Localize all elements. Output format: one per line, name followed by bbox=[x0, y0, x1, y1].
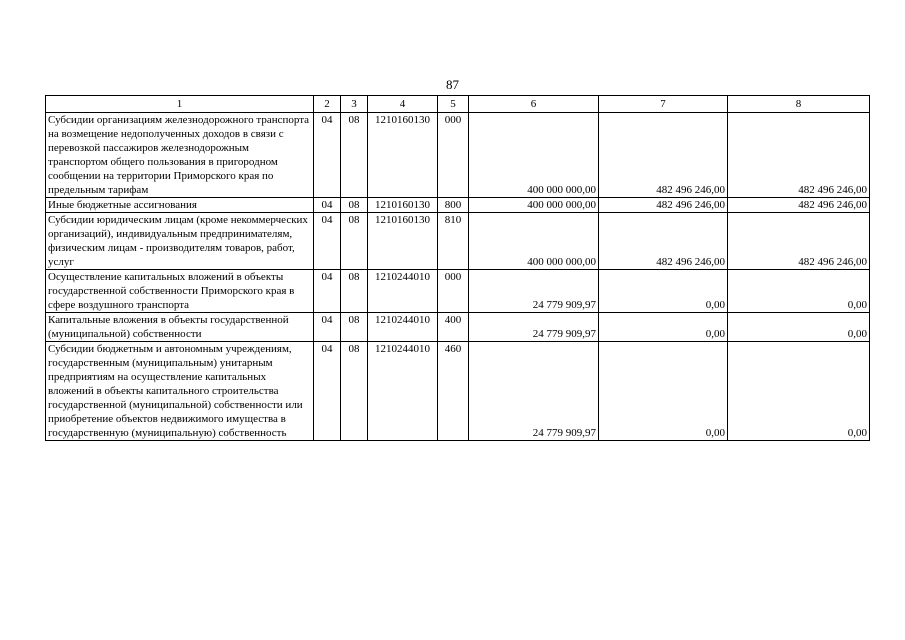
column-header: 3 bbox=[341, 96, 368, 113]
amount-col7: 0,00 bbox=[599, 313, 728, 342]
row-name: Субсидии бюджетным и автономным учреждениям, государственным (муниципальным) унитарным предприятиям на осуществление капитальных вложений в объекты капитального строительства государственной (муниципальной) собственности или приобретение объектов недвижимого имущества в государственную (муниципальную) собственность bbox=[46, 342, 314, 441]
amount-col8: 0,00 bbox=[728, 313, 870, 342]
amount-col8: 482 496 246,00 bbox=[728, 213, 870, 270]
amount-col6: 400 000 000,00 bbox=[469, 198, 599, 213]
target-article-code: 1210244010 bbox=[368, 342, 438, 441]
table-row bbox=[46, 270, 870, 313]
amount-col7: 482 496 246,00 bbox=[599, 213, 728, 270]
column-header: 7 bbox=[599, 96, 728, 113]
target-article-code: 1210244010 bbox=[368, 270, 438, 313]
target-article-code: 1210160130 bbox=[368, 198, 438, 213]
table-row bbox=[46, 213, 870, 270]
subsection-code: 08 bbox=[341, 113, 368, 198]
amount-col6: 400 000 000,00 bbox=[469, 213, 599, 270]
target-article-code: 1210160130 bbox=[368, 213, 438, 270]
amount-col6: 24 779 909,97 bbox=[469, 342, 599, 441]
expense-type-code: 400 bbox=[438, 313, 469, 342]
expense-type-code: 000 bbox=[438, 270, 469, 313]
header-row bbox=[46, 96, 870, 113]
amount-col6: 24 779 909,97 bbox=[469, 313, 599, 342]
subsection-code: 08 bbox=[341, 213, 368, 270]
row-name: Субсидии организациям железнодорожного транспорта на возмещение недополученных доходов в связи с перевозкой пассажиров железнодорожным транспортом общего пользования в пригородном сообщении на территории Приморского края по предельным тарифам bbox=[46, 113, 314, 198]
column-header: 2 bbox=[314, 96, 341, 113]
column-header: 1 bbox=[46, 96, 314, 113]
amount-col7: 0,00 bbox=[599, 342, 728, 441]
amount-col7: 482 496 246,00 bbox=[599, 198, 728, 213]
section-code: 04 bbox=[314, 270, 341, 313]
budget-table bbox=[45, 95, 870, 441]
page-number: 87 bbox=[446, 77, 459, 92]
table-row bbox=[46, 342, 870, 441]
subsection-code: 08 bbox=[341, 342, 368, 441]
section-code: 04 bbox=[314, 113, 341, 198]
table-row bbox=[46, 113, 870, 198]
row-name: Субсидии юридическим лицам (кроме некоммерческих организаций), индивидуальным предпринимателям, физическим лицам - производителям товаров, работ, услуг bbox=[46, 213, 314, 270]
amount-col8: 482 496 246,00 bbox=[728, 198, 870, 213]
subsection-code: 08 bbox=[341, 270, 368, 313]
amount-col8: 482 496 246,00 bbox=[728, 113, 870, 198]
row-name: Капитальные вложения в объекты государственной (муниципальной) собственности bbox=[46, 313, 314, 342]
section-code: 04 bbox=[314, 198, 341, 213]
amount-col6: 24 779 909,97 bbox=[469, 270, 599, 313]
amount-col8: 0,00 bbox=[728, 270, 870, 313]
column-header: 8 bbox=[728, 96, 870, 113]
amount-col6: 400 000 000,00 bbox=[469, 113, 599, 198]
amount-col7: 482 496 246,00 bbox=[599, 113, 728, 198]
column-header: 6 bbox=[469, 96, 599, 113]
table-row bbox=[46, 198, 870, 213]
amount-col7: 0,00 bbox=[599, 270, 728, 313]
section-code: 04 bbox=[314, 342, 341, 441]
row-name: Осуществление капитальных вложений в объекты государственной собственности Приморского края в сфере воздушного транспорта bbox=[46, 270, 314, 313]
section-code: 04 bbox=[314, 213, 341, 270]
row-name: Иные бюджетные ассигнования bbox=[46, 198, 314, 213]
table-row bbox=[46, 313, 870, 342]
expense-type-code: 460 bbox=[438, 342, 469, 441]
subsection-code: 08 bbox=[341, 198, 368, 213]
target-article-code: 1210244010 bbox=[368, 313, 438, 342]
expense-type-code: 810 bbox=[438, 213, 469, 270]
expense-type-code: 000 bbox=[438, 113, 469, 198]
amount-col8: 0,00 bbox=[728, 342, 870, 441]
subsection-code: 08 bbox=[341, 313, 368, 342]
target-article-code: 1210160130 bbox=[368, 113, 438, 198]
expense-type-code: 800 bbox=[438, 198, 469, 213]
section-code: 04 bbox=[314, 313, 341, 342]
column-header: 5 bbox=[438, 96, 469, 113]
column-header: 4 bbox=[368, 96, 438, 113]
